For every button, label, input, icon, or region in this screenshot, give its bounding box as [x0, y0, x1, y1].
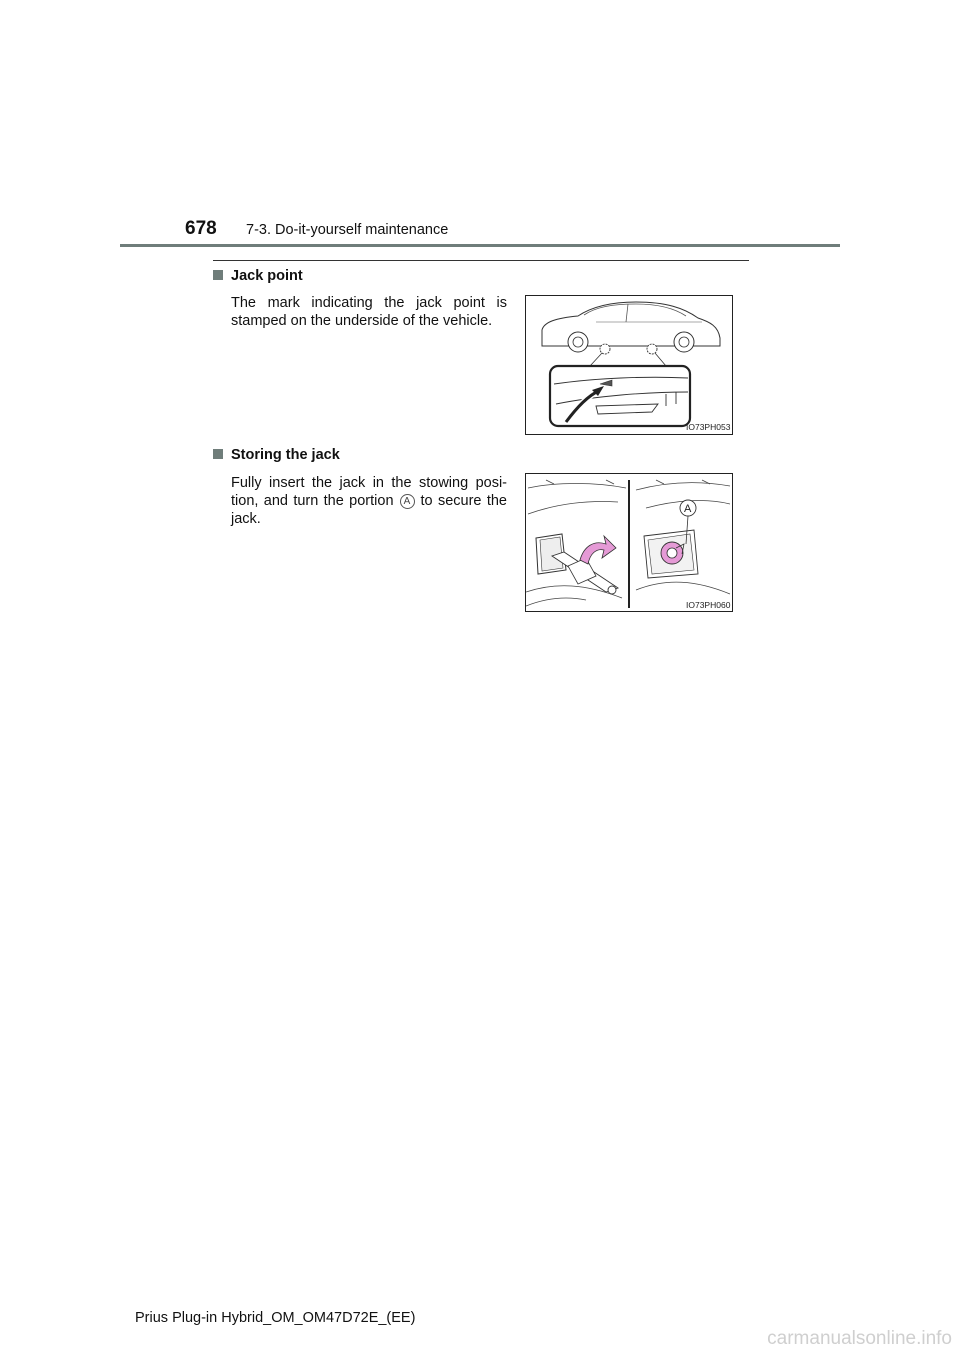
jack-point-heading-text: Jack point	[231, 268, 303, 284]
footer-document-id: Prius Plug-in Hybrid_OM_OM47D72E_(EE)	[135, 1310, 416, 1326]
storing-jack-text-end: to secure the jack.	[231, 493, 507, 527]
square-bullet-icon	[213, 449, 223, 459]
storing-jack-heading-text: Storing the jack	[231, 447, 340, 463]
jack-point-figure-code: IO73PH053	[686, 422, 731, 432]
jack-point-text: The mark indicating the jack point is stamped on the underside of the vehicle.	[231, 295, 507, 329]
storing-jack-figure	[525, 473, 733, 612]
page-number: 678	[185, 218, 217, 239]
watermark: carmanualsonline.info	[767, 1328, 952, 1349]
section-title: 7-3. Do-it-yourself maintenance	[246, 222, 449, 238]
storing-jack-figure-code: IO73PH060	[686, 600, 731, 610]
car-jack-point-illustration	[526, 296, 732, 434]
jack-storage-illustration	[526, 474, 732, 611]
callout-a-badge: A	[400, 494, 415, 509]
figure-label-a: A	[684, 503, 692, 515]
jack-point-heading	[213, 268, 303, 284]
section-divider	[213, 260, 749, 261]
header-rule	[120, 244, 840, 247]
storing-jack-heading	[213, 447, 340, 463]
jack-point-figure	[525, 295, 733, 435]
storing-jack-text-start: Fully insert the jack in the stowing posi-tion, and turn the portion	[231, 475, 507, 509]
square-bullet-icon	[213, 270, 223, 280]
storing-jack-text	[231, 474, 507, 528]
